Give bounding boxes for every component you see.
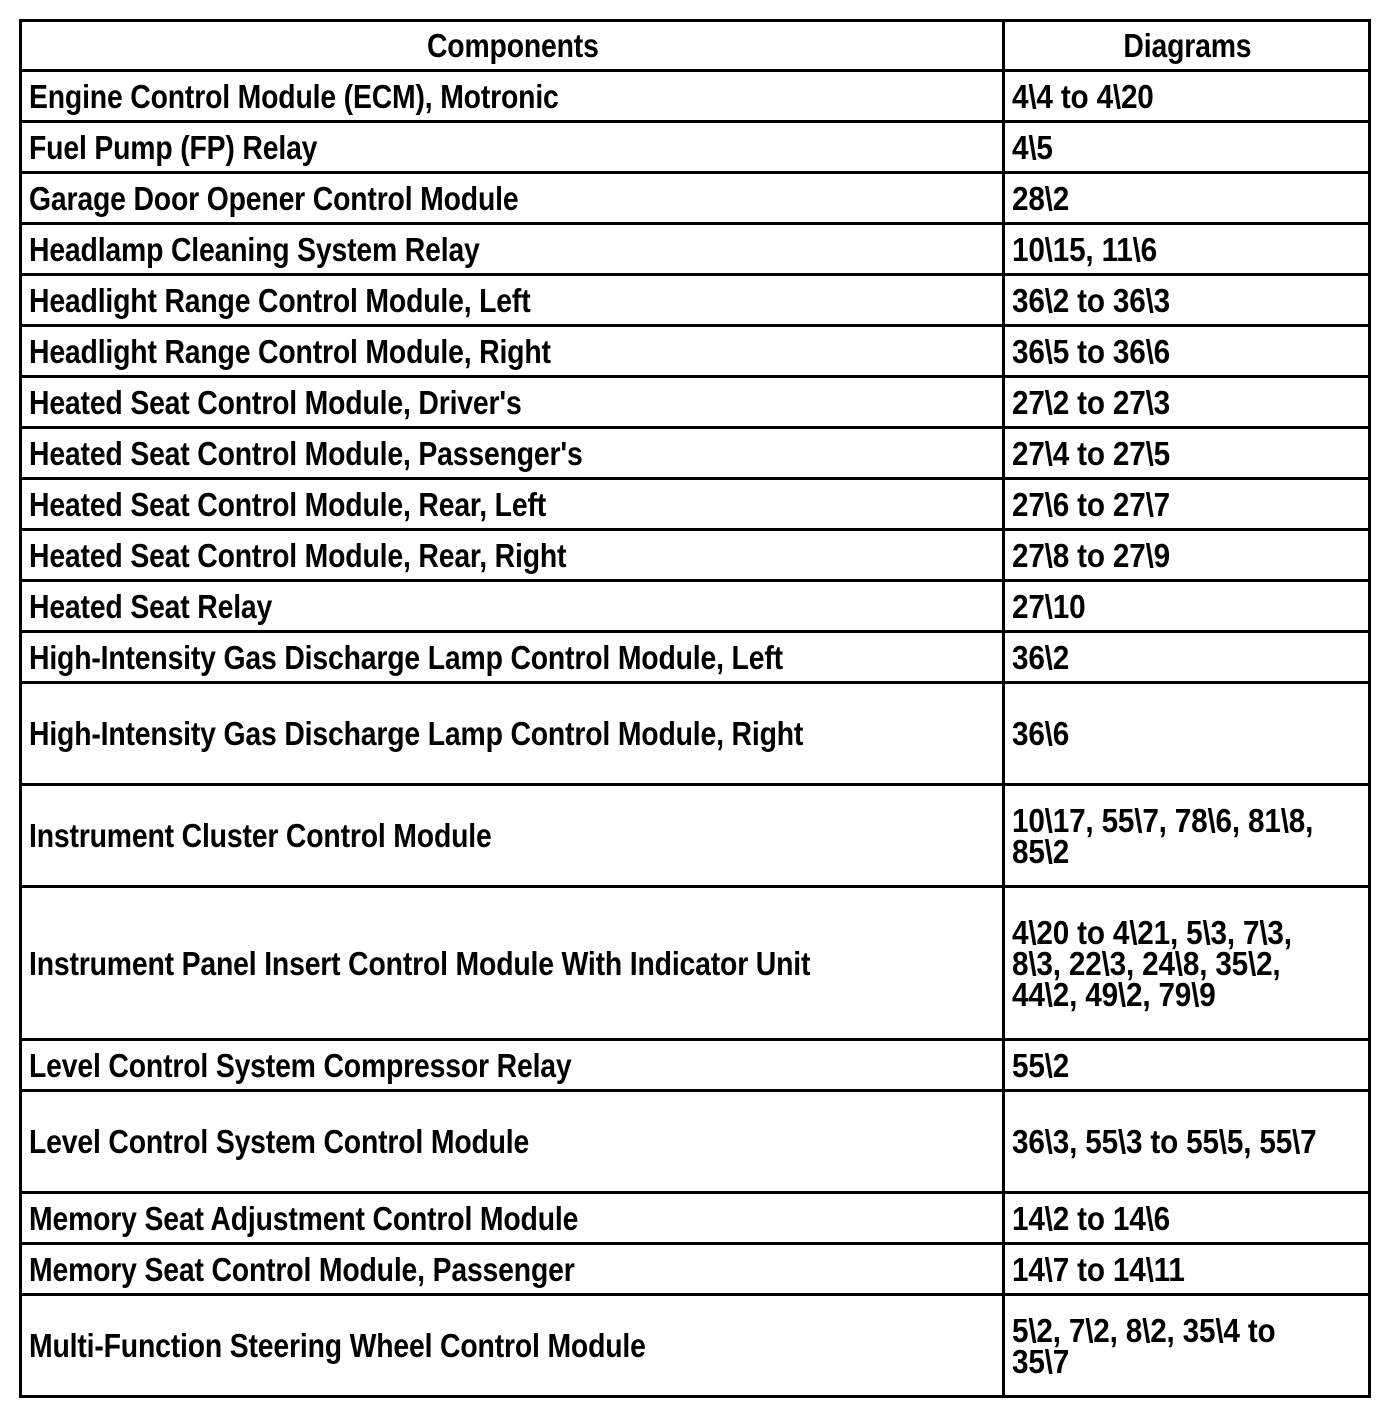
table-row bbox=[21, 173, 1370, 224]
diagrams-cell: 28\2 bbox=[1004, 173, 1370, 224]
components-diagrams-table bbox=[19, 19, 1371, 1398]
diagrams-cell: 27\10 bbox=[1004, 581, 1370, 632]
diagrams-cell: 27\6 to 27\7 bbox=[1004, 479, 1370, 530]
table-row bbox=[21, 122, 1370, 173]
diagrams-cell: 4\5 bbox=[1004, 122, 1370, 173]
component-cell: Multi-Function Steering Wheel Control Module bbox=[21, 1295, 1004, 1397]
component-cell: Engine Control Module (ECM), Motronic bbox=[21, 71, 1004, 122]
component-cell: High-Intensity Gas Discharge Lamp Control Module, Left bbox=[21, 632, 1004, 683]
diagrams-cell: 27\4 to 27\5 bbox=[1004, 428, 1370, 479]
table-row bbox=[21, 1295, 1370, 1397]
table-row bbox=[21, 887, 1370, 1040]
diagrams-cell: 14\2 to 14\6 bbox=[1004, 1193, 1370, 1244]
component-cell: Headlamp Cleaning System Relay bbox=[21, 224, 1004, 275]
table-row bbox=[21, 1091, 1370, 1193]
component-cell: Headlight Range Control Module, Left bbox=[21, 275, 1004, 326]
table-row bbox=[21, 326, 1370, 377]
diagrams-cell: 10\15, 11\6 bbox=[1004, 224, 1370, 275]
table-row bbox=[21, 1244, 1370, 1295]
table-row bbox=[21, 683, 1370, 785]
component-cell: Instrument Panel Insert Control Module With Indicator Unit bbox=[21, 887, 1004, 1040]
table-row bbox=[21, 275, 1370, 326]
component-cell: Heated Seat Control Module, Driver's bbox=[21, 377, 1004, 428]
diagrams-cell: 36\3, 55\3 to 55\5, 55\7 bbox=[1004, 1091, 1370, 1193]
table-header-row bbox=[21, 21, 1370, 71]
table-row bbox=[21, 71, 1370, 122]
diagrams-cell: 4\20 to 4\21, 5\3, 7\3, 8\3, 22\3, 24\8, 35\2, 44\2, 49\2, 79\9 bbox=[1004, 887, 1370, 1040]
table-row bbox=[21, 581, 1370, 632]
component-cell: Instrument Cluster Control Module bbox=[21, 785, 1004, 887]
header-diagrams: Diagrams bbox=[1004, 21, 1370, 71]
table-row bbox=[21, 530, 1370, 581]
table-row bbox=[21, 428, 1370, 479]
header-components: Components bbox=[21, 21, 1004, 71]
component-cell: Heated Seat Control Module, Rear, Right bbox=[21, 530, 1004, 581]
table-row bbox=[21, 224, 1370, 275]
diagrams-cell: 27\8 to 27\9 bbox=[1004, 530, 1370, 581]
table-row bbox=[21, 479, 1370, 530]
component-cell: Level Control System Control Module bbox=[21, 1091, 1004, 1193]
table-row bbox=[21, 785, 1370, 887]
component-cell: High-Intensity Gas Discharge Lamp Control Module, Right bbox=[21, 683, 1004, 785]
diagrams-cell: 27\2 to 27\3 bbox=[1004, 377, 1370, 428]
diagrams-cell: 36\5 to 36\6 bbox=[1004, 326, 1370, 377]
component-cell: Heated Seat Control Module, Rear, Left bbox=[21, 479, 1004, 530]
component-cell: Fuel Pump (FP) Relay bbox=[21, 122, 1004, 173]
diagrams-cell: 10\17, 55\7, 78\6, 81\8, 85\2 bbox=[1004, 785, 1370, 887]
component-cell: Level Control System Compressor Relay bbox=[21, 1040, 1004, 1091]
component-cell: Memory Seat Control Module, Passenger bbox=[21, 1244, 1004, 1295]
diagrams-cell: 14\7 to 14\11 bbox=[1004, 1244, 1370, 1295]
component-cell: Heated Seat Relay bbox=[21, 581, 1004, 632]
diagrams-cell: 55\2 bbox=[1004, 1040, 1370, 1091]
table-row bbox=[21, 1040, 1370, 1091]
diagrams-cell: 5\2, 7\2, 8\2, 35\4 to 35\7 bbox=[1004, 1295, 1370, 1397]
table-row bbox=[21, 632, 1370, 683]
component-cell: Memory Seat Adjustment Control Module bbox=[21, 1193, 1004, 1244]
component-cell: Heated Seat Control Module, Passenger's bbox=[21, 428, 1004, 479]
diagrams-cell: 36\6 bbox=[1004, 683, 1370, 785]
component-cell: Garage Door Opener Control Module bbox=[21, 173, 1004, 224]
table-row bbox=[21, 377, 1370, 428]
component-cell: Headlight Range Control Module, Right bbox=[21, 326, 1004, 377]
table-row bbox=[21, 1193, 1370, 1244]
diagrams-cell: 36\2 bbox=[1004, 632, 1370, 683]
diagrams-cell: 4\4 to 4\20 bbox=[1004, 71, 1370, 122]
diagrams-cell: 36\2 to 36\3 bbox=[1004, 275, 1370, 326]
